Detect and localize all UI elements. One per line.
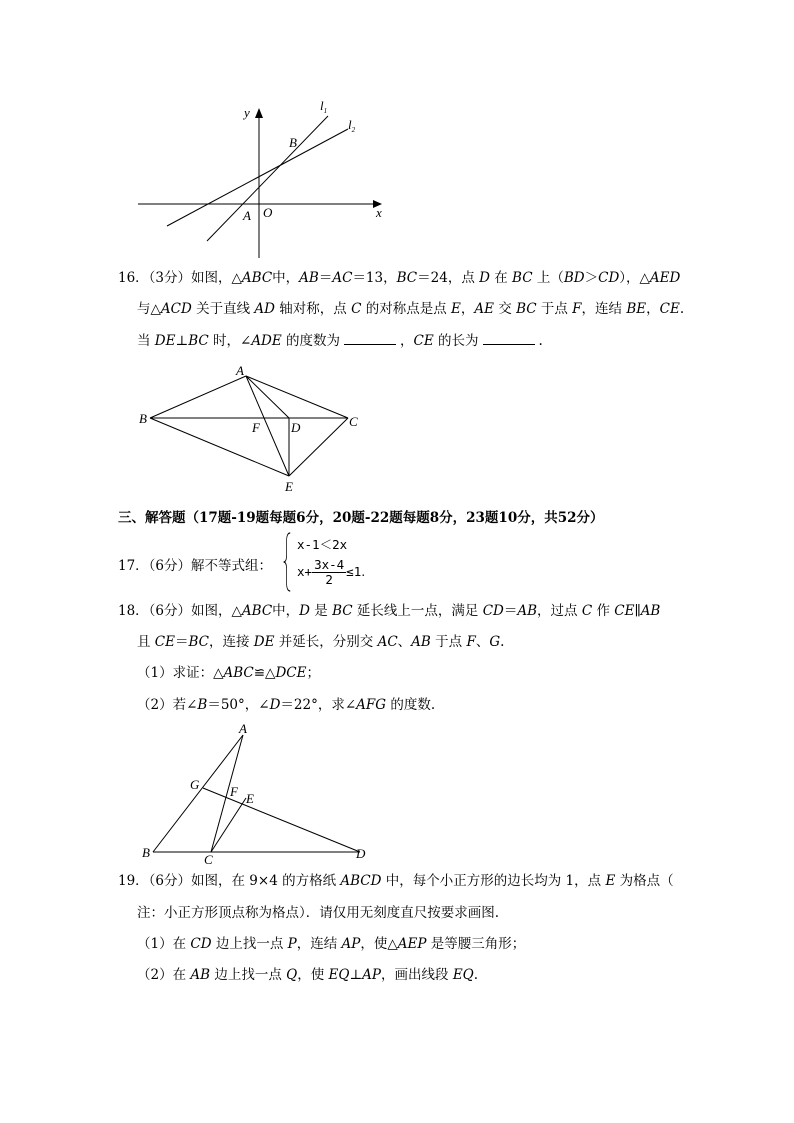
math-term: BC — [396, 270, 418, 286]
math-term: AB — [299, 270, 319, 286]
section-3-heading: 三、解答题（17题-19题每题6分，20题-22题每题8分，23题10分，共52分） — [118, 510, 604, 526]
q17-prefix: 17．（6分）解不等式组： — [118, 558, 273, 574]
math-term: BC — [188, 634, 209, 650]
text-run: ＝ — [503, 603, 518, 619]
q17-ineq2-x: x+ — [297, 564, 313, 579]
q16-answer-blank-2[interactable] — [483, 330, 535, 345]
text-run: 的长为 — [433, 333, 479, 349]
math-term: BC — [516, 301, 537, 317]
math-term: P — [287, 936, 297, 952]
text-run: . — [679, 301, 685, 317]
q18-line-1 — [118, 601, 660, 621]
math-term: △ABC — [231, 270, 273, 286]
text-run: ＝24，点 — [417, 270, 480, 286]
text-run: 交 — [493, 301, 517, 317]
math-term: EQ — [328, 967, 350, 983]
math-term: BC — [188, 333, 209, 349]
q18-subquestion-2 — [137, 695, 435, 715]
math-term: G — [489, 634, 501, 650]
text-run: 19．（6分）如图，在 9×4 的方格纸 — [118, 873, 341, 889]
math-term: CE — [614, 603, 635, 619]
text-run: 在 — [489, 270, 513, 286]
text-run: ＞ — [584, 270, 599, 286]
q16-line-3 — [137, 330, 543, 351]
text-run: 并延长，分别交 — [274, 634, 378, 650]
math-term: Q — [286, 967, 298, 983]
math-term: C — [581, 603, 593, 619]
fig18-label-e: E — [246, 791, 254, 806]
q17-fraction — [312, 558, 346, 587]
fig15-label-origin: O — [263, 205, 273, 220]
math-term: BD — [563, 270, 585, 286]
math-term: CE — [154, 634, 175, 650]
math-term: AD — [254, 301, 275, 317]
fig16-label-a: A — [236, 363, 244, 378]
math-term: ACD — [160, 301, 192, 317]
q16-text-1 — [232, 270, 681, 286]
fig15-label-b: B — [289, 135, 297, 150]
text-run: ，使△ — [360, 936, 398, 952]
text-run: 18．（6分）如图，△ — [118, 603, 242, 619]
text-run: . — [473, 967, 479, 983]
q16-text-3b — [400, 333, 478, 349]
text-run: （2）在 — [137, 967, 191, 983]
text-run: ＝22°，求∠ — [280, 697, 357, 713]
text-run: ； — [306, 665, 320, 681]
math-term: B — [197, 697, 208, 713]
q19-line-2 — [137, 903, 499, 923]
text-run: 关于直线 — [191, 301, 255, 317]
q17-ineq2-rhs: ≤1 — [346, 564, 362, 579]
text-run: ，连接 — [209, 634, 254, 650]
text-run: ），△ — [619, 270, 650, 286]
q19-subquestion-1 — [137, 934, 525, 954]
math-term: AP — [362, 967, 382, 983]
math-term: E — [451, 301, 461, 317]
math-term: AP — [341, 936, 361, 952]
q18-line-2 — [137, 632, 504, 652]
math-term: DCE — [275, 665, 307, 681]
text-run: 轴对称，点 — [274, 301, 352, 317]
text-run: 于点 — [430, 634, 467, 650]
math-term: F — [466, 634, 476, 650]
math-term: C — [351, 301, 362, 317]
q16-text-3a — [137, 333, 340, 349]
fig18-triangle-diagram — [138, 720, 374, 868]
math-term: ABC — [223, 665, 254, 681]
math-term: CE — [659, 301, 680, 317]
text-run: ∥ — [634, 603, 641, 619]
text-run: 、 — [397, 634, 412, 650]
math-term: D — [269, 697, 281, 713]
math-term: ABC — [241, 603, 273, 619]
text-run: 边上找一点 — [210, 967, 287, 983]
text-run: ，连结 — [581, 301, 627, 317]
math-term: D — [299, 603, 310, 619]
fig15-coordinate-graph — [130, 98, 400, 260]
text-run: ⊥ — [349, 967, 363, 983]
fig15-label-l1: $l_1$ — [320, 98, 328, 115]
text-run: 与△ — [137, 301, 161, 317]
text-run: ＝ — [318, 270, 333, 286]
text-run: 边上找一点 — [211, 936, 288, 952]
math-term: CD — [598, 270, 620, 286]
text-run: ，过点 — [537, 603, 582, 619]
math-term: AC — [377, 634, 398, 650]
math-term: ADE — [251, 333, 282, 349]
q19-subquestion-2 — [137, 965, 478, 985]
math-term: D — [479, 270, 490, 286]
q16-line-2 — [137, 299, 684, 319]
q17-inequality-2 — [297, 558, 365, 587]
fig16-label-c: C — [349, 414, 358, 429]
text-run: 上（ — [532, 270, 564, 286]
fig16-triangle-diagram — [134, 360, 370, 500]
math-term: DE — [253, 634, 275, 650]
text-run: 注：小正方形顶点称为格点）．请仅用无刻度直尺按要求画图. — [137, 905, 500, 921]
q17-brace-shape — [283, 531, 291, 593]
text-run: ＝13， — [352, 270, 397, 286]
math-term: AEP — [397, 936, 427, 952]
math-term: AE — [474, 301, 494, 317]
text-run: 且 — [137, 634, 155, 650]
text-run: ≌△ — [253, 665, 276, 681]
q16-number: 16．（3分）如图， — [118, 270, 232, 286]
math-term: AB — [640, 603, 661, 619]
math-term: CD — [190, 936, 212, 952]
math-term: AED — [649, 270, 681, 286]
text-run: ， — [646, 301, 660, 317]
fig18-label-d: D — [356, 846, 366, 861]
fig15-label-x: x — [376, 205, 382, 220]
math-term: CE — [413, 333, 434, 349]
math-term: AB — [411, 634, 431, 650]
text-run: 作 — [592, 603, 615, 619]
q17-brace — [283, 531, 291, 593]
math-term: BC — [512, 270, 533, 286]
text-run: 的度数为 — [281, 333, 341, 349]
q18-subquestion-1 — [137, 663, 320, 683]
math-term: E — [605, 873, 616, 889]
math-term: BE — [626, 301, 647, 317]
q17-fraction-num: 3x-4 — [314, 557, 345, 572]
fig16-label-f: F — [252, 420, 260, 435]
text-run: ， — [460, 301, 475, 317]
math-term: AFG — [356, 697, 387, 713]
text-run: ，画出线段 — [381, 967, 453, 983]
fig15-label-l2: $l_2$ — [348, 117, 356, 134]
math-term: AB — [190, 967, 211, 983]
fig18-label-a: A — [239, 721, 247, 736]
fig16-label-e: E — [285, 479, 293, 494]
q19-line-1 — [118, 871, 674, 891]
text-run: 于点 — [536, 301, 573, 317]
q16-period: . — [538, 333, 543, 349]
fig18-label-g: G — [190, 777, 200, 792]
math-term: F — [572, 301, 582, 317]
text-run: . — [500, 634, 505, 650]
text-run: ＝ — [174, 634, 189, 650]
text-run: ，连结 — [296, 936, 342, 952]
q17-fraction-den: 2 — [325, 572, 333, 587]
text-run: （1）求证：△ — [137, 665, 224, 681]
math-term: EQ — [452, 967, 474, 983]
fig15-label-y: y — [244, 105, 250, 120]
text-run: 是 — [309, 603, 333, 619]
math-term: AC — [332, 270, 353, 286]
q17-inequality-1: x-1＜2x — [297, 537, 348, 552]
text-run: 延长线上一点，满足 — [352, 603, 483, 619]
text-run: 的度数. — [386, 697, 436, 713]
text-run: 、 — [475, 634, 490, 650]
fig18-label-f: F — [230, 784, 238, 799]
text-run: 中， — [272, 603, 300, 619]
text-run: 当 — [137, 333, 155, 349]
math-term: DE — [154, 333, 176, 349]
text-run: 为格点（ — [615, 873, 674, 889]
math-term: BC — [332, 603, 353, 619]
fig18-label-b: B — [142, 845, 150, 860]
q16-answer-blank-1[interactable] — [344, 330, 396, 345]
text-run: ， — [400, 333, 414, 349]
fig16-label-d: D — [291, 420, 301, 435]
text-run: 中， — [272, 270, 300, 286]
fig15-label-a: A — [243, 208, 251, 223]
math-term: CD — [482, 603, 504, 619]
text-run: 的对称点是点 — [361, 301, 451, 317]
text-run: ，使 — [297, 967, 329, 983]
text-run: 时，∠ — [208, 333, 252, 349]
text-run: 是等腰三角形； — [426, 936, 526, 952]
math-term: AB — [517, 603, 538, 619]
text-run: ＝50°，∠ — [207, 697, 270, 713]
math-term: ABCD — [340, 873, 382, 889]
fig18-label-c: C — [204, 852, 213, 867]
text-run: （2）若∠ — [137, 697, 198, 713]
text-run: （1）在 — [137, 936, 191, 952]
text-run: ⊥ — [175, 333, 189, 349]
text-run: 中，每个小正方形的边长均为 1，点 — [381, 873, 606, 889]
q17-period: . — [361, 564, 366, 579]
q16-line-1 — [118, 268, 680, 288]
fig16-label-b: B — [139, 411, 147, 426]
